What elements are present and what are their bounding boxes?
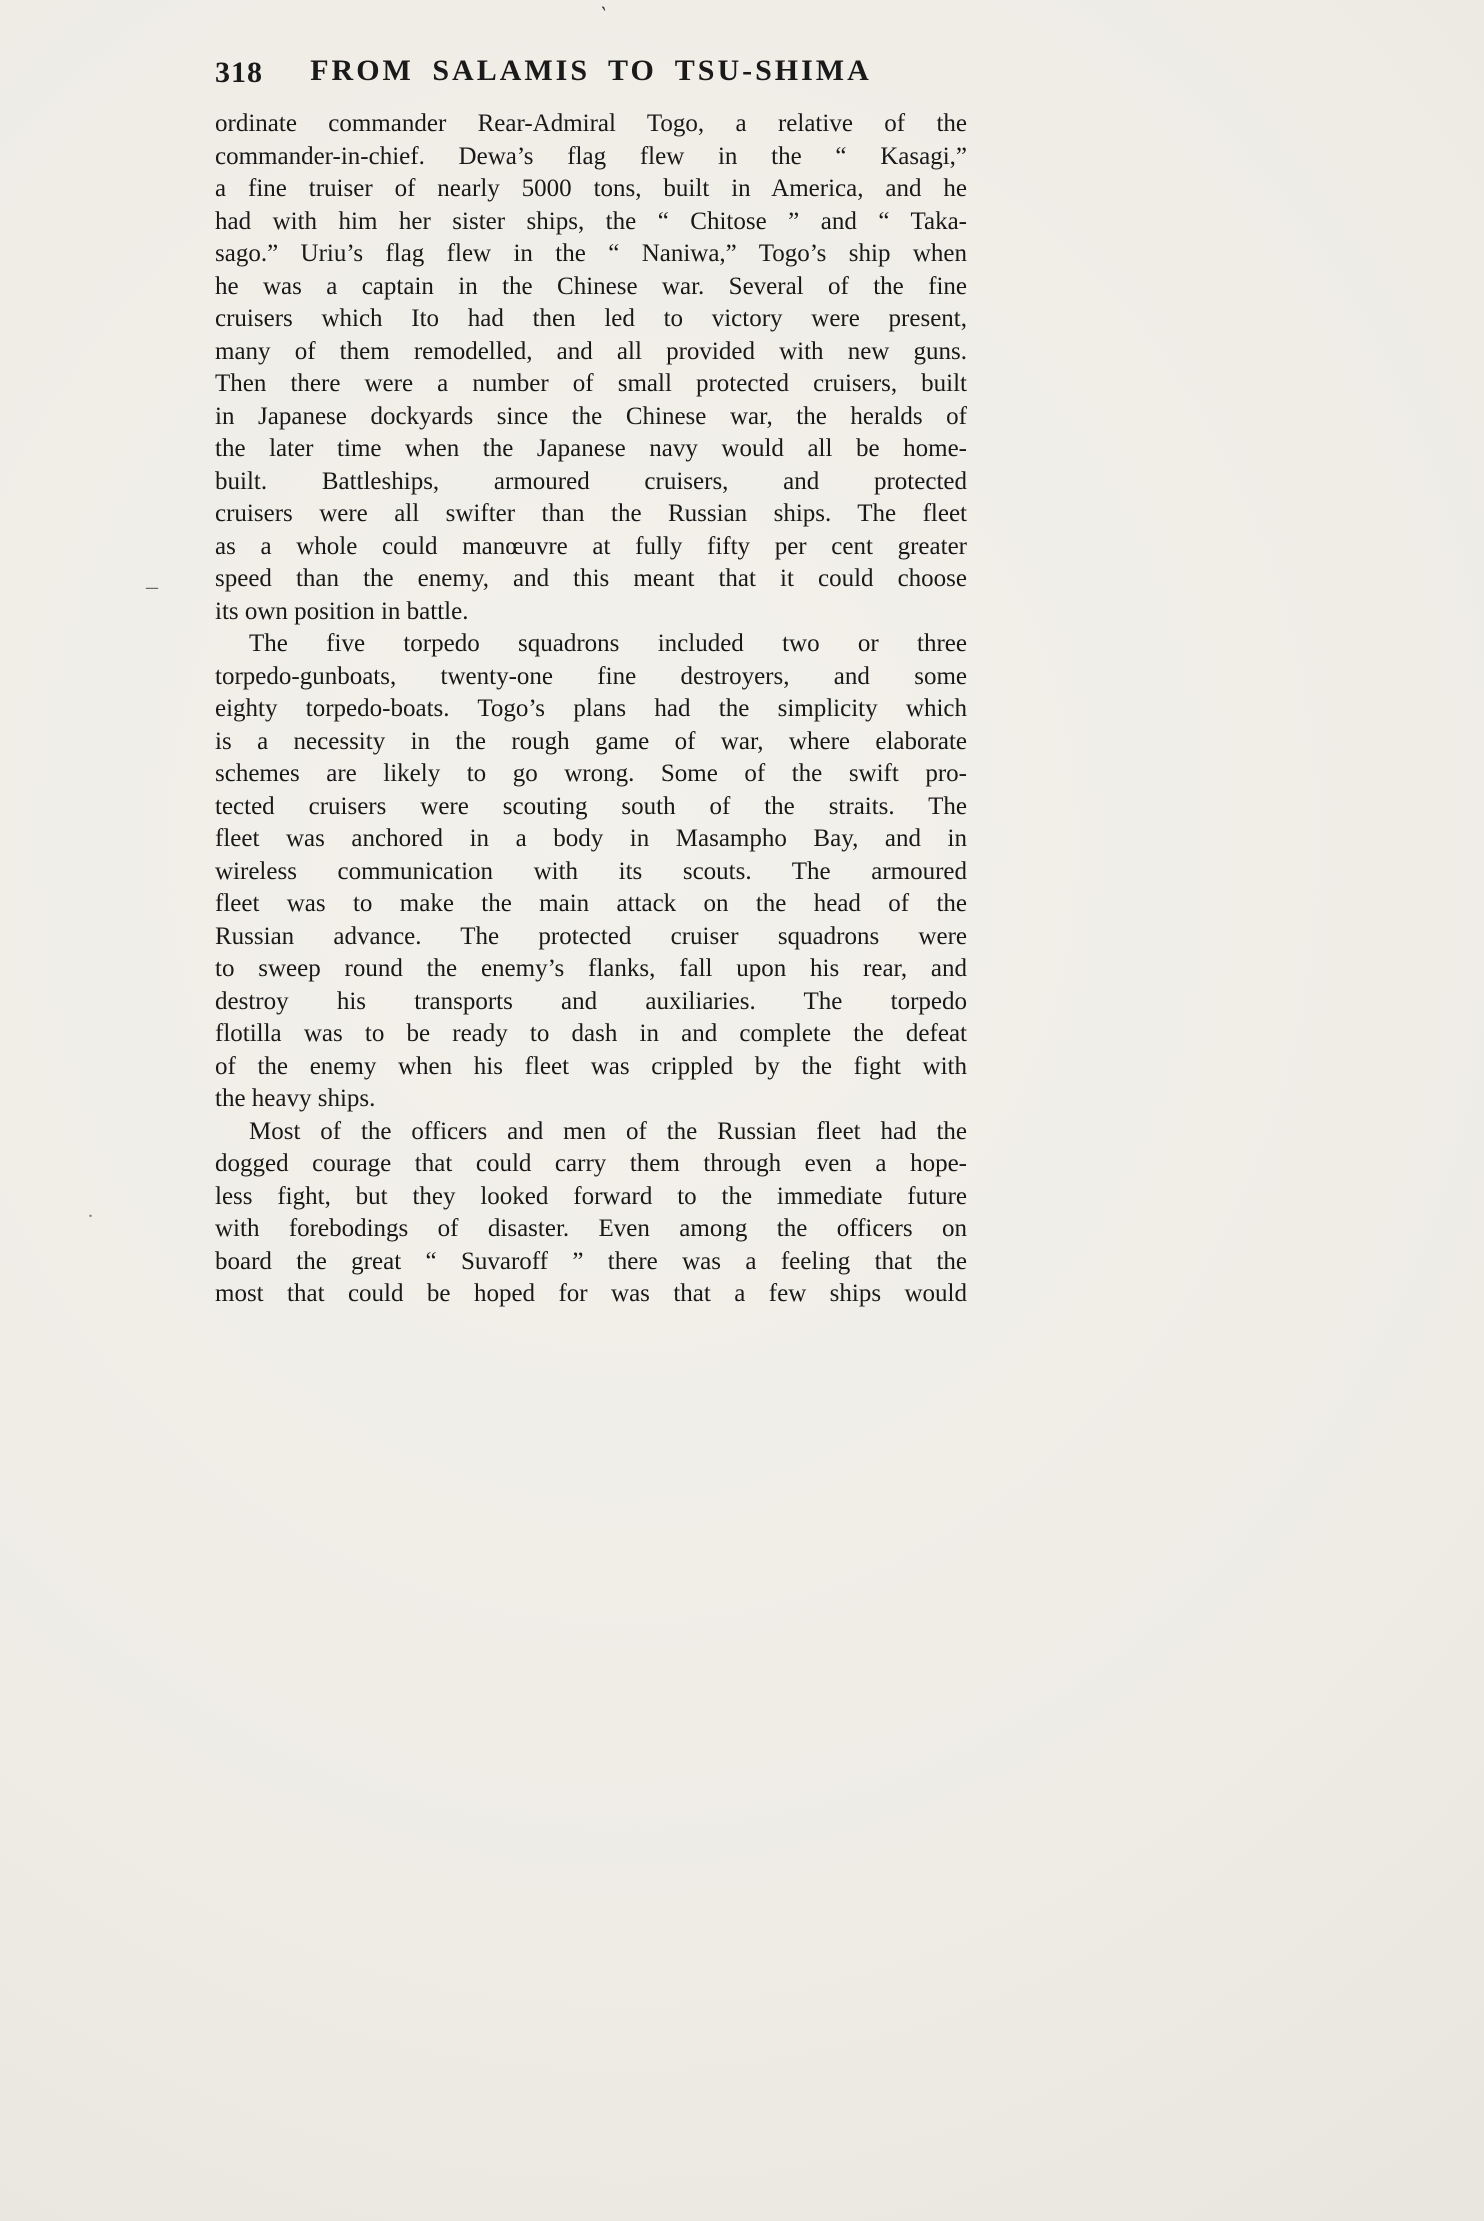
text-line: tected cruisers were scouting south of the straits. The bbox=[215, 792, 967, 820]
text-block bbox=[215, 108, 967, 1311]
text-line: to sweep round the enemy’s flanks, fall upon his rear, and bbox=[215, 955, 967, 982]
text-line: dogged courage that could carry them through even a hope- bbox=[215, 1150, 967, 1177]
text-line: commander-in-chief. Dewa’s flag flew in the “ Kasagi,” bbox=[215, 142, 967, 170]
text-line: the later time when the Japanese navy would all be home- bbox=[215, 435, 967, 462]
text-line: of the enemy when his fleet was crippled by the fight with bbox=[215, 1052, 967, 1080]
page-number: 318 bbox=[215, 56, 263, 89]
text-line: eighty torpedo-boats. Togo’s plans had the simplicity which bbox=[215, 695, 967, 722]
text-line: is a necessity in the rough game of war, where elaborate bbox=[215, 727, 967, 755]
text-line: he was a captain in the Chinese war. Several of the fine bbox=[215, 272, 967, 300]
text-line: less fight, but they looked forward to the immediate future bbox=[215, 1182, 967, 1210]
text-line: had with him her sister ships, the “ Chitose ” and “ Taka- bbox=[215, 207, 967, 235]
text-line: Then there were a number of small protected cruisers, built bbox=[215, 370, 967, 397]
text-line: cruisers which Ito had then led to victory were present, bbox=[215, 305, 967, 332]
text-line: its own position in battle. bbox=[215, 597, 469, 625]
text-line: the heavy ships. bbox=[215, 1085, 376, 1112]
text-line: with forebodings of disaster. Even among the officers on bbox=[215, 1215, 967, 1242]
text-line: Most of the officers and men of the Russian fleet had the bbox=[249, 1117, 967, 1145]
text-line: board the great “ Suvaroff ” there was a feeling that the bbox=[215, 1247, 967, 1275]
text-line: built. Battleships, armoured cruisers, and protected bbox=[215, 467, 967, 495]
text-line: destroy his transports and auxiliaries. The torpedo bbox=[215, 987, 967, 1015]
text-line: ordinate commander Rear-Admiral Togo, a relative of the bbox=[215, 110, 967, 137]
text-line: in Japanese dockyards since the Chinese war, the heralds of bbox=[215, 402, 967, 430]
text-line: schemes are likely to go wrong. Some of the swift pro- bbox=[215, 760, 967, 787]
text-line: cruisers were all swifter than the Russian ships. The fleet bbox=[215, 500, 967, 527]
text-line: The five torpedo squadrons included two or three bbox=[249, 630, 967, 657]
text-line: as a whole could manœuvre at fully fifty per cent greater bbox=[215, 532, 967, 560]
scan-artifact: . bbox=[88, 1200, 93, 1222]
text-line: a fine truiser of nearly 5000 tons, built in America, and he bbox=[215, 175, 967, 202]
text-line: flotilla was to be ready to dash in and complete the defeat bbox=[215, 1020, 967, 1047]
text-line: sago.” Uriu’s flag flew in the “ Naniwa,” Togo’s ship when bbox=[215, 240, 967, 267]
running-title: FROM SALAMIS TO TSU-SHIMA bbox=[310, 54, 872, 87]
text-line: torpedo-gunboats, twenty-one fine destroyers, and some bbox=[215, 662, 967, 690]
text-line: most that could be hoped for was that a few ships would bbox=[215, 1280, 967, 1307]
text-line: speed than the enemy, and this meant that it could choose bbox=[215, 565, 967, 592]
text-line: wireless communication with its scouts. The armoured bbox=[215, 857, 967, 885]
scan-artifact: ` bbox=[594, 1, 610, 28]
text-line: Russian advance. The protected cruiser squadrons were bbox=[215, 922, 967, 950]
text-line: fleet was anchored in a body in Masampho Bay, and in bbox=[215, 825, 967, 852]
scan-artifact: – bbox=[146, 574, 158, 600]
text-line: fleet was to make the main attack on the head of the bbox=[215, 890, 967, 917]
text-line: many of them remodelled, and all provided with new guns. bbox=[215, 337, 967, 365]
page-header bbox=[215, 54, 967, 94]
